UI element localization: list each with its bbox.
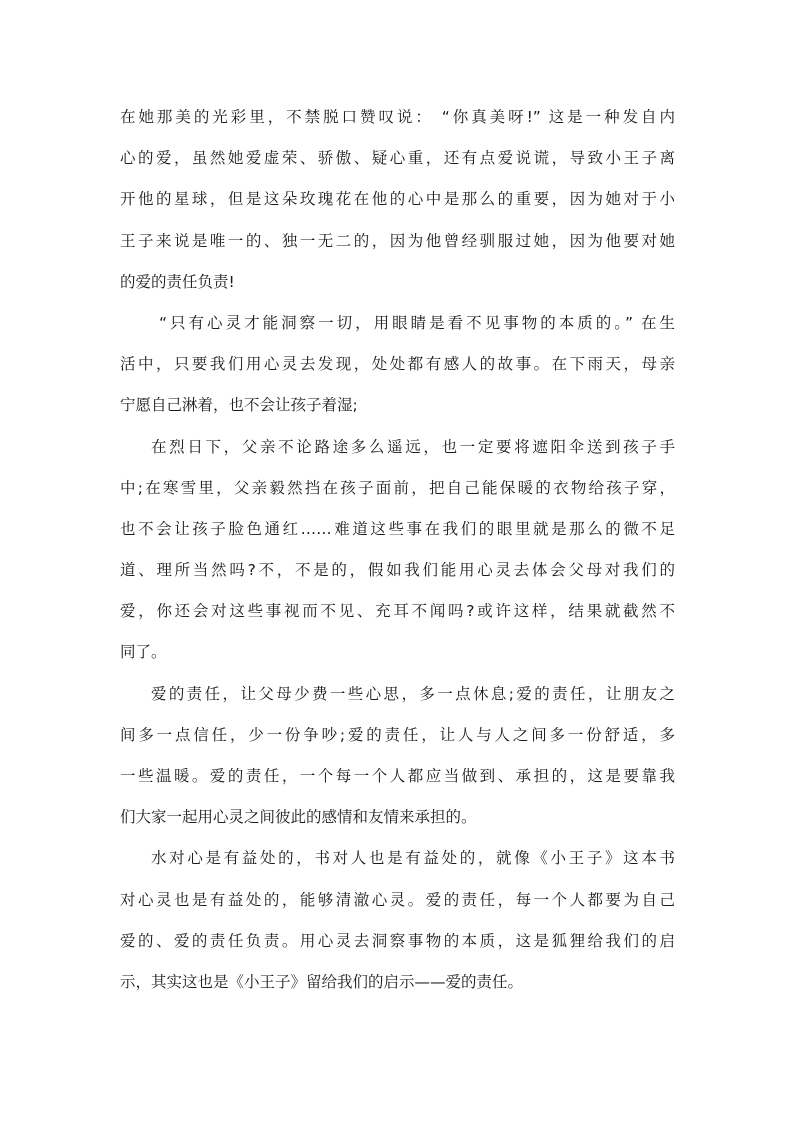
text-line: 对心灵也是有益处的，能够清澈心灵。爱的责任，每一个人都要为自己 bbox=[120, 890, 675, 909]
paragraph bbox=[120, 674, 675, 839]
text-line: 爱的责任，让父母少费一些心思，多一点休息;爱的责任，让朋友之 bbox=[151, 684, 675, 703]
paragraph bbox=[120, 97, 675, 303]
text-line: 活中，只要我们用心灵去发现，处处都有感人的故事。在下雨天，母亲 bbox=[120, 355, 675, 374]
text-line: 爱，你还会对这些事视而不见、充耳不闻吗?或许这样，结果就截然不 bbox=[120, 602, 675, 621]
text-line: 宁愿自己淋着，也不会让孩子着湿; bbox=[120, 396, 358, 415]
text-line: 示，其实这也是《小王子》留给我们的启示——爱的责任。 bbox=[120, 972, 524, 991]
text-line: 王子来说是唯一的、独一无二的，因为他曾经驯服过她，因为他要对她 bbox=[120, 231, 675, 250]
text-line: 同了。 bbox=[120, 643, 167, 662]
text-line: 在她那美的光彩里，不禁脱口赞叹说： “你真美呀!” 这是一种发自内 bbox=[120, 108, 675, 126]
text-line: 道、理所当然吗?不，不是的，假如我们能用心灵去体会父母对我们的 bbox=[120, 561, 675, 580]
text-line: 们大家一起用心灵之间彼此的感情和友情来承担的。 bbox=[120, 808, 477, 827]
text-line: 在烈日下，父亲不论路途多么遥远，也一定要将遮阳伞送到孩子手 bbox=[151, 437, 675, 456]
text-line: 爱的、爱的责任负责。用心灵去洞察事物的本质，这是狐狸给我们的启 bbox=[120, 931, 675, 950]
text-line: 开他的星球，但是这朵玫瑰花在他的心中是那么的重要，因为她对于小 bbox=[120, 190, 675, 209]
text-line: “只有心灵才能洞察一切，用眼睛是看不见事物的本质的。” 在生 bbox=[159, 313, 675, 332]
paragraph bbox=[120, 427, 675, 674]
text-line: 的爱的责任负责! bbox=[120, 272, 235, 291]
paragraph bbox=[120, 838, 675, 1003]
text-line: 间多一点信任，少一份争吵;爱的责任，让人与人之间多一份舒适，多 bbox=[120, 725, 675, 744]
text-line: 水对心是有益处的，书对人也是有益处的，就像《小王子》这本书 bbox=[151, 849, 675, 868]
paragraph bbox=[120, 303, 675, 427]
text-line: 心的爱，虽然她爱虚荣、骄傲、疑心重，还有点爱说谎，导致小王子离 bbox=[120, 149, 675, 168]
text-line: 一些温暖。爱的责任，一个每一个人都应当做到、承担的，这是要靠我 bbox=[120, 767, 675, 785]
document-body bbox=[120, 97, 675, 1003]
text-line: 中;在寒雪里，父亲毅然挡在孩子面前，把自己能保暖的衣物给孩子穿， bbox=[120, 478, 675, 497]
text-line: 也不会让孩子脸色通红……难道这些事在我们的眼里就是那么的微不足 bbox=[120, 519, 675, 538]
